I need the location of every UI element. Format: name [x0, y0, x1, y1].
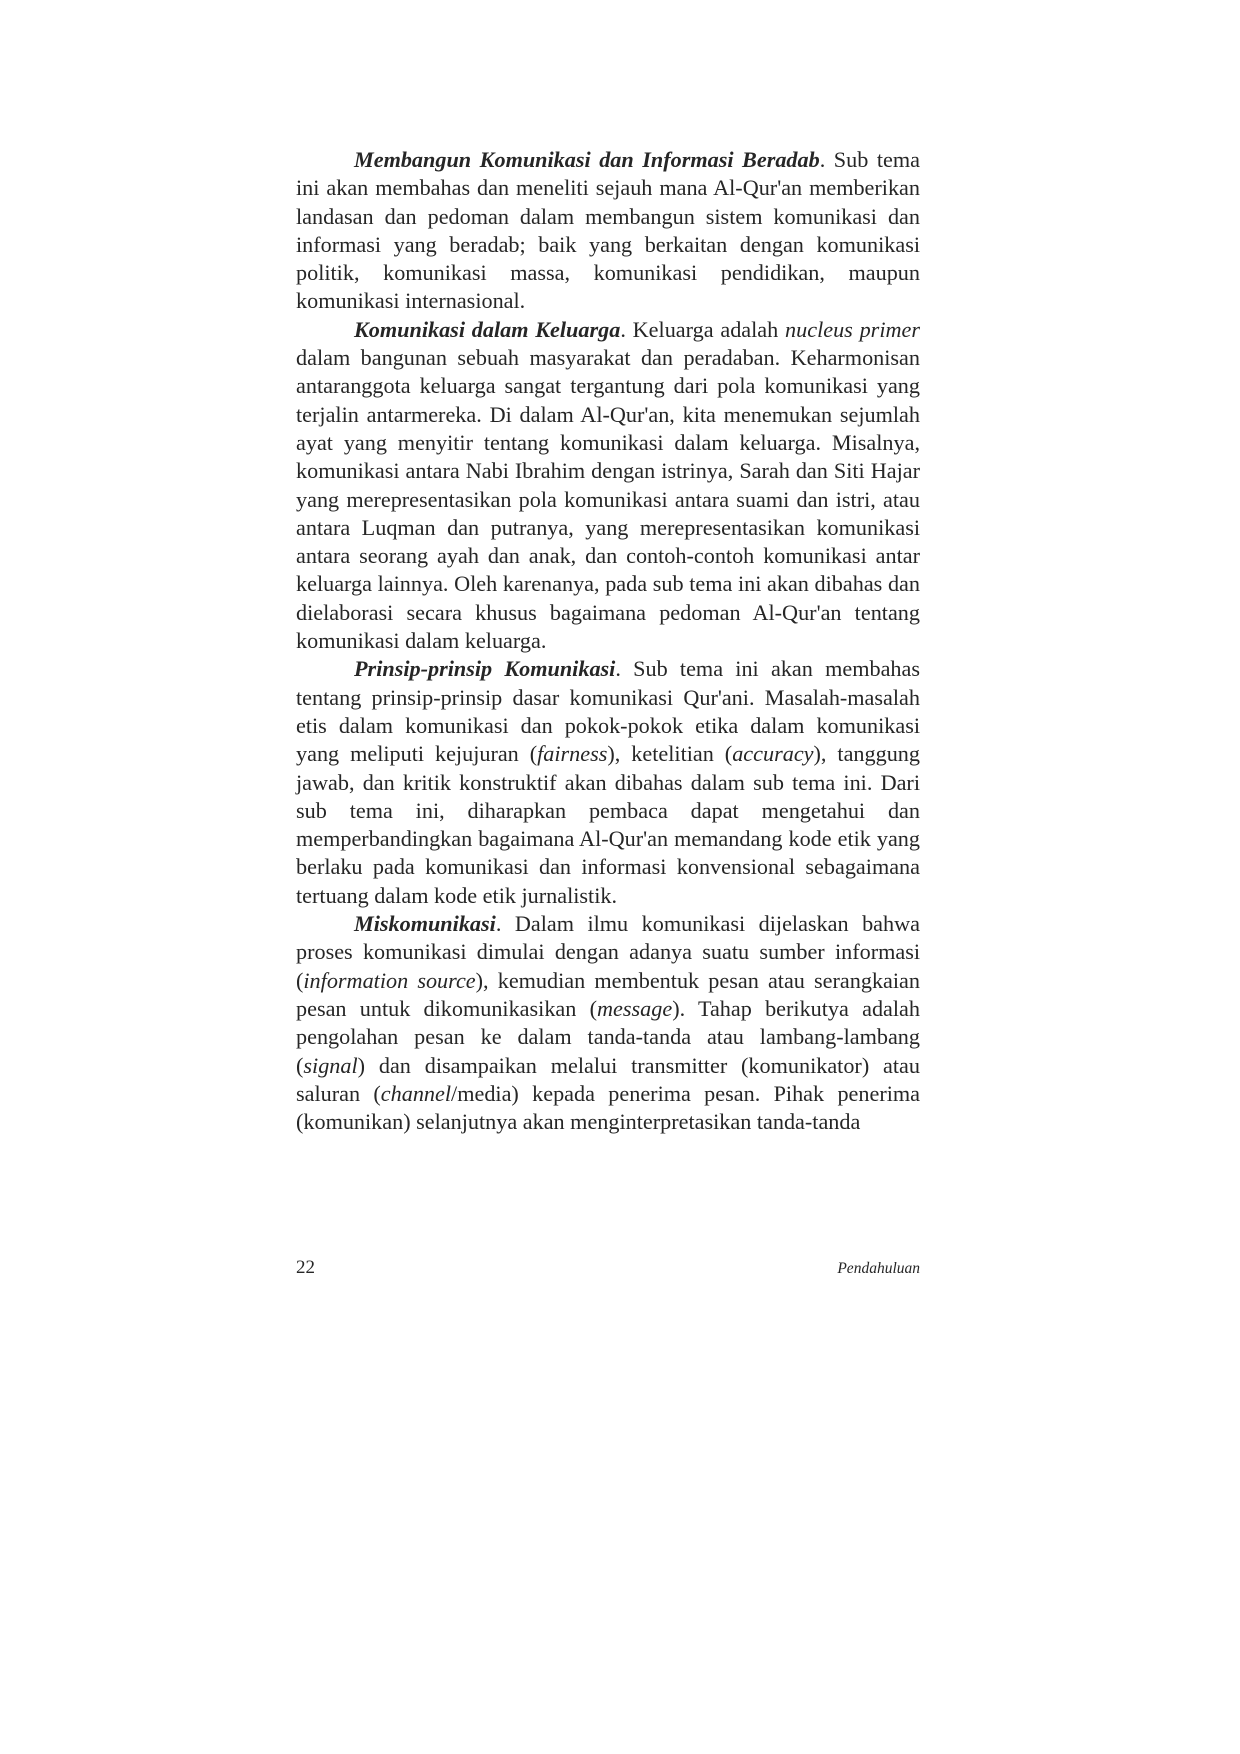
italic-term: signal	[303, 1052, 358, 1078]
paragraph-membangun-komunikasi	[296, 146, 920, 316]
text-segment: ), ketelitian (	[607, 741, 733, 767]
text-segment: /media) kepada penerima pesan. Pihak penerima (komunikan) selanjutnya akan menginterpretasikan tanda-tanda	[296, 1080, 920, 1135]
text-segment: ), kemudian membentuk pesan atau serangkaian pesan untuk dikomunikasikan (	[296, 967, 920, 1021]
text-segment: ), tanggung jawab, dan kritik konstruktif akan dibahas dalam sub tema ini. Dari sub tema ini, diharapkan pembaca dapat mengetahui dan memperbandingkan bagaimana Al-Qur'an memandang kode etik yang berlaku pada komunikasi dan informasi konvensional sebagaimana tertuang dalam kode etik jurnalistik.	[296, 741, 920, 908]
paragraph-komunikasi-keluarga	[296, 316, 920, 656]
page-number: 22	[296, 1257, 315, 1278]
text-segment: ). Tahap berikutya adalah pengolahan pesan ke dalam tanda-tanda atau lambang-lambang (	[296, 995, 921, 1078]
text-segment: . Dalam ilmu komunikasi dijelaskan bahwa proses komunikasi dimulai dengan adanya suatu sumber informasi (	[296, 911, 920, 993]
text-segment: . Sub tema ini akan membahas dan meneliti sejauh mana Al-Qur'an memberikan landasan dan pedoman dalam membangun sistem komunikasi dan informasi yang beradab; baik yang berkaitan dengan komunikasi politik, komunikasi massa, komunikasi pendidikan, maupun komunikasi internasional.	[296, 147, 920, 314]
text-segment: . Keluarga adalah	[620, 316, 786, 342]
paragraph-miskomunikasi	[296, 910, 920, 1136]
text-segment: ) dan disampaikan melalui transmitter (komunikator) atau saluran (	[296, 1052, 920, 1106]
running-title: Pendahuluan	[837, 1260, 920, 1277]
text-segment: . Sub tema ini akan membahas tentang prinsip-prinsip dasar komunikasi Qur'ani. Masalah-masalah etis dalam komunikasi dan pokok-pokok etika dalam komunikasi yang meliputi kejujuran (	[296, 656, 920, 767]
paragraph-heading: Miskomunikasi	[354, 911, 496, 937]
paragraph-heading: Prinsip-prinsip Komunikasi	[354, 656, 616, 682]
text-segment: dalam bangunan sebuah masyarakat dan peradaban. Keharmonisan antaranggota keluarga sangat tergantung dari pola komunikasi yang terjalin antarmereka. Di dalam Al-Qur'an, kita menemukan sejumlah ayat yang menyitir tentang komunikasi dalam keluarga. Misalnya, komunikasi antara Nabi Ibrahim dengan istrinya, Sarah dan Siti Hajar yang merepresentasikan pola komunikasi antara suami dan istri, atau antara Luqman dan putranya, yang merepresentasikan komunikasi antara seorang ayah dan anak, dan contoh-contoh komunikasi antar keluarga lainnya. Oleh karenanya, pada sub tema ini akan dibahas dan dielaborasi secara khusus bagaimana pedoman Al-Qur'an tentang komunikasi dalam keluarga.	[296, 345, 920, 654]
italic-term: message	[597, 995, 673, 1021]
italic-term: nucleus primer	[785, 316, 920, 342]
paragraph-prinsip-komunikasi	[296, 655, 920, 910]
paragraph-heading: Komunikasi dalam Keluarga	[354, 316, 621, 342]
italic-term: fairness	[537, 741, 608, 767]
italic-term: accuracy	[732, 741, 814, 767]
paragraph-heading: Membangun Komunikasi dan Informasi Beradab	[354, 147, 820, 172]
page-footer	[296, 1256, 920, 1280]
italic-term: information source	[303, 967, 476, 993]
italic-term: channel	[380, 1080, 452, 1106]
body-text	[296, 146, 920, 1136]
